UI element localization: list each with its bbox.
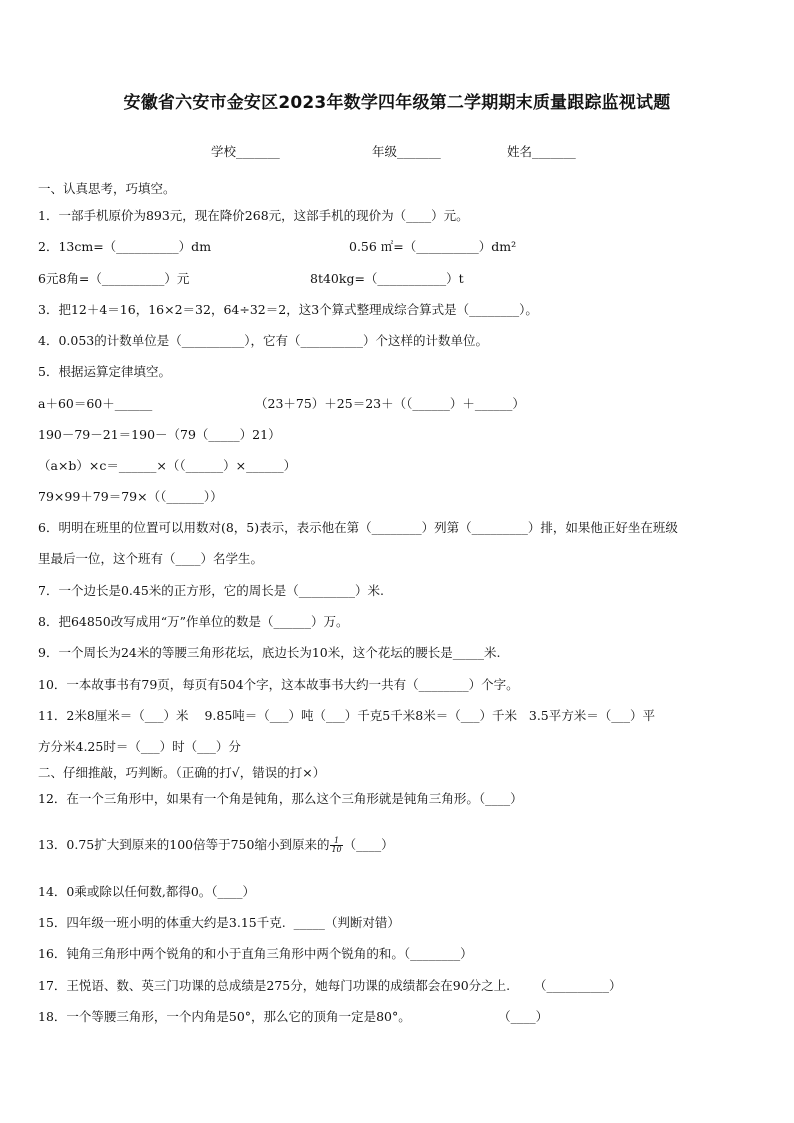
question-13-text: 13．0.75扩大到原来的100倍等于750缩小到原来的 [38,837,330,852]
question-15: 15．四年级一班小明的体重大约是3.15千克. _____（判断对错） [38,915,400,930]
question-2-part-a: 2．13cm=（__________）dm [38,239,212,254]
question-2-part-d: 8t40kg=（___________）t [310,271,464,286]
name-field: 姓名_______ [507,144,576,159]
question-5-item-c: 190－79－21＝190－（79（_____）21） [38,427,281,442]
question-10: 10．一本故事书有79页，每页有504个字，这本故事书大约一共有（________）个字。 [38,677,519,692]
question-5: 5．根据运算定律填空。 [38,364,171,379]
question-2-part-c: 6元8角=（__________）元 [38,271,190,286]
question-8: 8．把64850改写成用“万”作单位的数是（______）万。 [38,614,349,629]
question-4: 4．0.053的计数单位是（__________），它有（__________）个这样的计数单位。 [38,333,488,348]
question-5-item-d: （a×b）×c＝______×（（______）×______） [38,458,297,473]
question-6-line-2: 里最后一位，这个班有（____）名学生。 [38,551,264,566]
question-13-answer-blank: （____） [343,837,394,852]
question-9: 9．一个周长为24米的等腰三角形花坛，底边长为10米，这个花坛的腰长是_____米. [38,645,501,660]
question-12: 12．在一个三角形中，如果有一个角是钝角，那么这个三角形就是钝角三角形。（____） [38,791,523,806]
question-18: 18．一个等腰三角形，一个内角是50°，那么它的顶角一定是80°。 （____） [38,1009,549,1024]
question-11-line-2: 方分米4.25时＝（___）时（___）分 [38,739,241,754]
fraction-numerator: 1 [330,837,342,846]
question-11-line-1: 11．2米8厘米＝（___）米 9.85吨＝（___）吨（___）千克5千米8米＝（___）千米 3.5平方米＝（___）平 [38,708,655,723]
question-1: 1．一部手机原价为893元，现在降价268元，这部手机的现价为（____）元。 [38,208,469,223]
question-5-item-a: a＋60＝60＋______ [38,396,153,411]
school-field: 学校_______ [211,144,280,159]
question-14: 14．0乘或除以任何数,都得0。（____） [38,884,256,899]
question-2-part-b: 0.56 ㎡=（__________）dm² [349,239,517,254]
question-3: 3．把12＋4＝16，16×2＝32，64÷32＝2，这3个算式整理成综合算式是（________）。 [38,302,538,317]
question-7: 7．一个边长是0.45米的正方形，它的周长是（_________）米. [38,583,385,598]
fraction-denominator: 10 [331,845,342,854]
question-16: 16．钝角三角形中两个锐角的和小于直角三角形中两个锐角的和。（________） [38,946,473,961]
question-17: 17．王悦语、数、英三门功课的总成绩是275分，她每门功课的成绩都会在90分之上. （__________） [38,978,622,993]
question-13 [38,837,394,854]
question-5-item-e: 79×99＋79＝79×（（______）） [38,489,223,504]
fraction-one-tenth [330,837,342,854]
section-heading-fill-blank: 一、认真思考，巧填空。 [38,181,176,196]
question-5-item-b: （23＋75）＋25＝23＋（（______）＋______） [255,396,525,411]
grade-field: 年级_______ [372,144,441,159]
section-heading-judge: 二、仔细推敲，巧判断。（正确的打√，错误的打×） [38,765,326,780]
page-title: 安徽省六安市金安区2023年数学四年级第二学期期末质量跟踪监视试题 [123,93,671,113]
question-6-line-1: 6．明明在班里的位置可以用数对(8，5)表示，表示他在第（________）列第（_________）排，如果他正好坐在班级 [38,520,678,535]
